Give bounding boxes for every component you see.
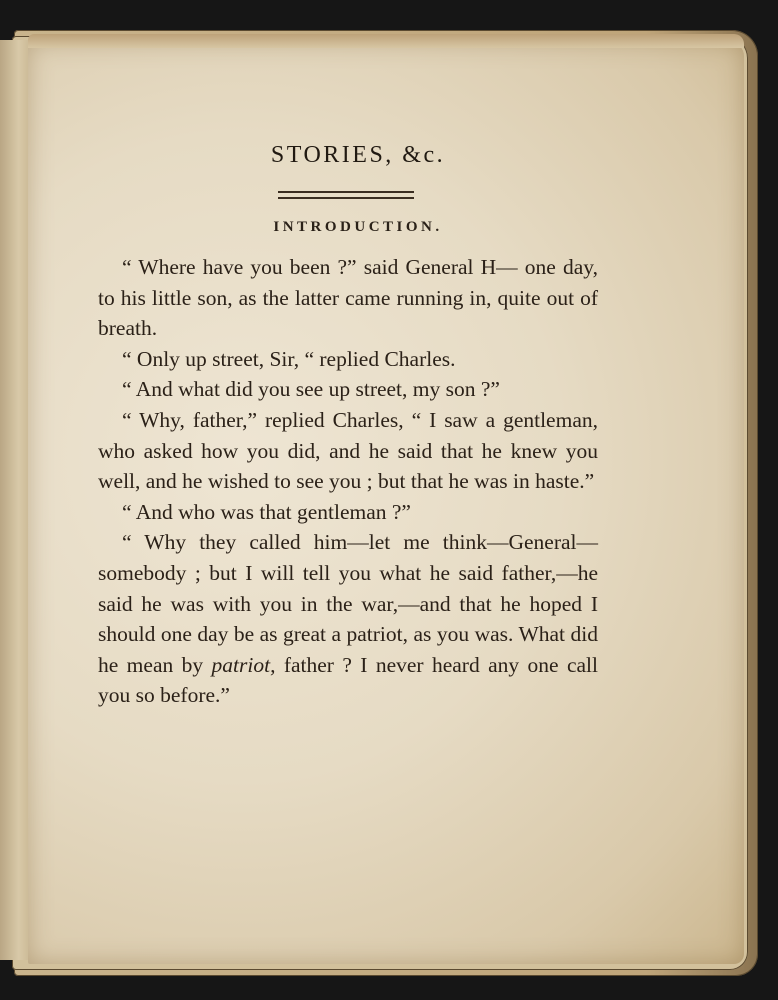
paragraph: “ Only up street, Sir, “ replied Charles. — [122, 346, 456, 371]
paragraph: “ And who was that gentleman ?” — [122, 499, 411, 524]
paragraph-last — [98, 527, 598, 711]
italic-word: patriot, — [211, 652, 276, 677]
double-rule-divider — [278, 191, 414, 199]
paragraph: “ Why, father,” replied Charles, “ I saw a gentleman, who asked how you did, and he said that he knew you well, and he wished to see you ; but that he was in haste.” — [98, 407, 598, 494]
paragraph: “ And what did you see up street, my son ?” — [122, 377, 500, 402]
book-page — [28, 42, 744, 964]
paragraph: “ Where have you been ?” said General H— one day, to his little son, as the latter came running in, quite out of breath. — [98, 255, 598, 341]
page-title: STORIES, &c. — [270, 142, 446, 168]
paragraph-last-end: father ? I never heard any one call you so before.” — [98, 652, 598, 708]
section-heading: INTRODUCTION. — [273, 219, 443, 235]
page-content — [98, 142, 598, 711]
body-text — [98, 252, 598, 711]
paragraph-last-text: “ Why they called him—let me think—General—somebody ; but I will tell you what he said father,—he said he was with you in the war,—and that he hoped I should one day be as great a patriot, as you was. What did he mean by — [98, 530, 598, 677]
